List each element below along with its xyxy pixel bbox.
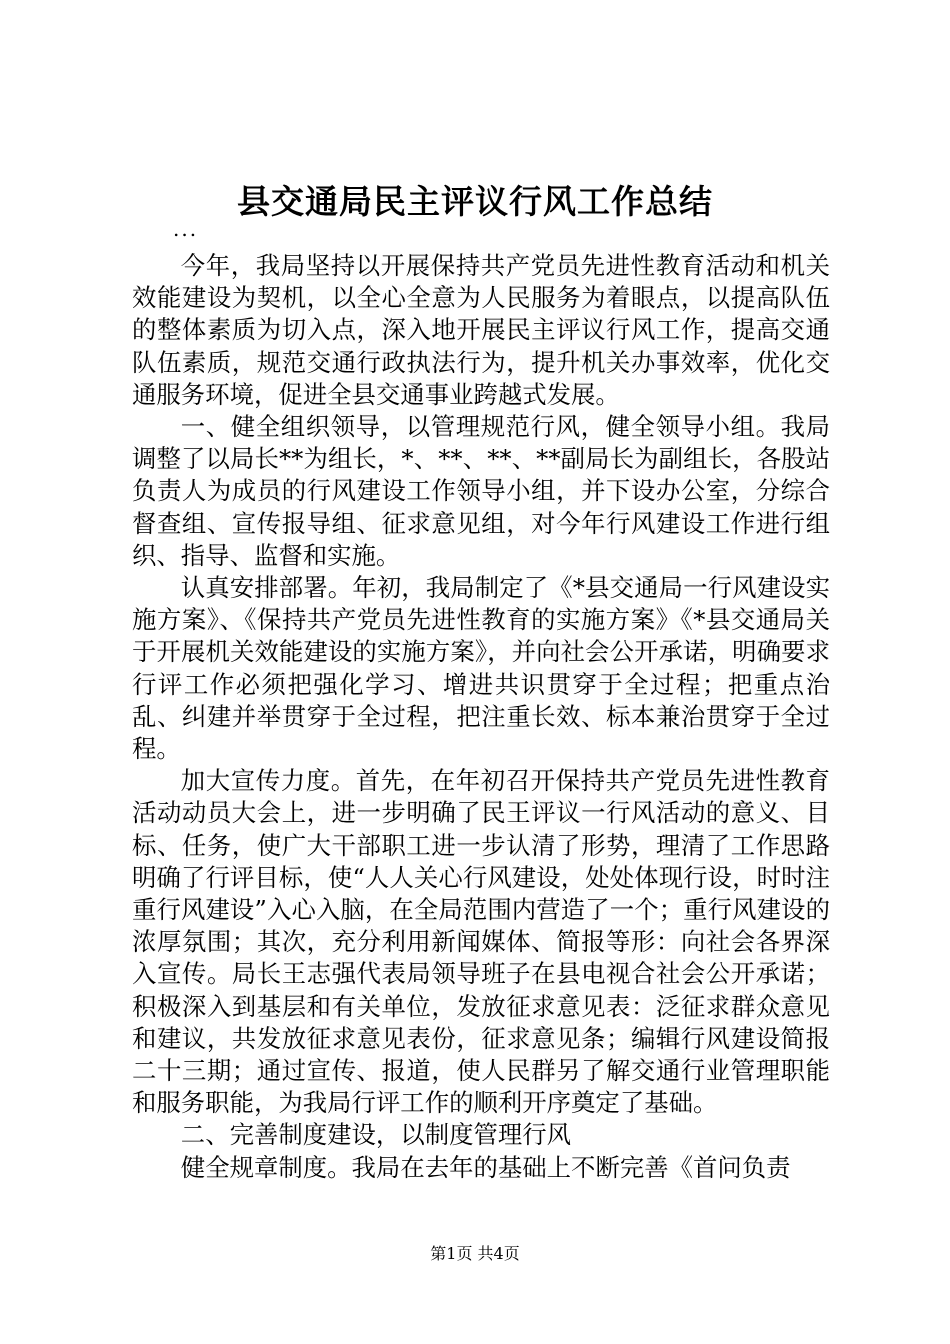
document-body [132,250,830,1184]
paragraph-organization: 一、健全组织领导，以管理规范行风，健全领导小组。我局调整了以局长**为组长，*、**、**、**副局长为副组长，各股站负责人为成员的行风建设工作领导小组，并下设办公室，分综合督查组、宣传报导组、征求意见组，对今年行风建设工作进行组织、指导、监督和实施。 [132,412,830,570]
page-total: 共4页 [477,1244,520,1263]
ellipsis-mark: ... [173,217,199,241]
paragraph-rules: 健全规章制度。我局在去年的基础上不断完善《首问负责 [180,1152,791,1182]
paragraph-publicity: 加大宣传力度。首先，在年初召开保持共产党员先进性教育活动动员大会上，进一步明确了民王评议一行风活动的意义、目标、任务，使广大干部职工进一步认清了形势，理清了工作思路明确了行评目标，使“人人关心行风建设，处处体现行设，时时注重行风建设”入心入脑，在全局范围内营造了一个；重行风建设的浓厚氛围；其次，充分利用新闻媒体、简报等形：向社会各界深入宣传。局长王志强代表局领导班子在县电视合社会公开承诺；积极深入到基层和有关单位，发放征求意见表：泛征求群众意见和建议，共发放征求意见表份，征求意见条；编辑行风建设简报二十三期；通过宣传、报道，使人民群另了解交通行业管理职能和服务职能，为我局行评工作的顺利开序奠定了基础。 [132,766,830,1118]
document-title: 县交通局民主评议行风工作总结 [237,182,713,221]
page-number: 第1页 [430,1244,473,1263]
page-footer [0,1242,950,1266]
section-heading-system: 二、完善制度建设，以制度管理行风 [180,1120,572,1150]
paragraph-deployment: 认真安排部署。年初，我局制定了《*县交通局一行风建设实施方案》、《保持共产党员先进性教育的实施方案》《*县交通局关于开展机关效能建设的实施方案》，并向社会公开承诺，明确要求行评工作必须把强化学习、增进共识贯穿于全过程；把重点治乱、纠建并举贯穿于全过程，把注重长效、标本兼治贯穿于全过程。 [132,573,830,764]
paragraph-intro: 今年，我局坚持以开展保持共产党员先进性教育活动和机关效能建设为契机，以全心全意为人民服务为着眼点，以提高队伍的整体素质为切入点，深入地开展民主评议行风工作，提高交通队伍素质，规范交通行政执法行为，提升机关办事效率，优化交通服务环境，促进全县交通事业跨越式发展。 [132,251,830,409]
